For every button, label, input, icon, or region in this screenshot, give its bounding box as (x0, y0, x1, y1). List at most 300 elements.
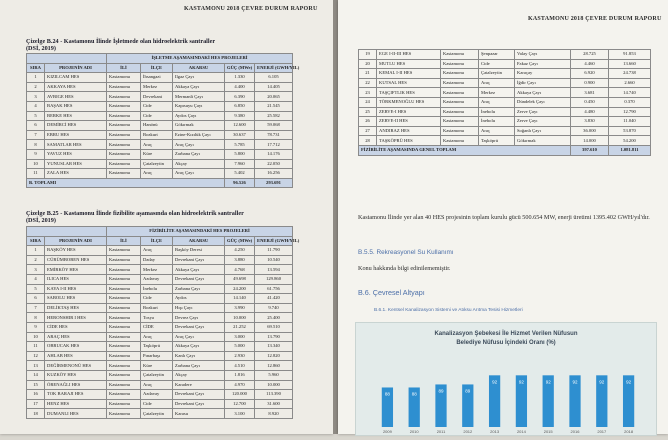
cell-project-name: TAŞKÖPRÜ HES (377, 136, 441, 146)
cell-index: 2 (27, 255, 45, 265)
total-energy: 1.081.811 (609, 145, 651, 155)
cell-district: Taşköprü (141, 342, 173, 352)
table-row (27, 399, 293, 409)
cell-power: 9.380 (225, 111, 255, 121)
cell-index: 27 (359, 126, 377, 136)
table-row (27, 101, 293, 111)
cell-power: 36.000 (571, 126, 609, 136)
table-row (27, 149, 293, 159)
cell-index: 23 (359, 88, 377, 98)
section-b6-heading: B.6. Çevresel Altyapı (358, 288, 425, 297)
cell-energy: 10.000 (255, 380, 293, 390)
cell-district: Şenpazar (479, 50, 515, 60)
cell-energy: 6.105 (255, 73, 293, 83)
cell-province: Kastamonu (107, 332, 141, 342)
cell-index: 1 (27, 246, 45, 256)
cell-power: 10.000 (225, 313, 255, 323)
cell-index: 26 (359, 117, 377, 127)
cell-index: 10 (27, 159, 45, 169)
cell-index: 3 (27, 265, 45, 275)
table-row (27, 294, 293, 304)
table-row (27, 409, 293, 419)
cell-energy: 14.176 (255, 149, 293, 159)
cell-province: Kastamonu (107, 409, 141, 419)
cell-project-name: BAŞAK HES (45, 101, 107, 111)
cell-river: Araç Çayı (173, 140, 225, 150)
cell-province: Kastamonu (107, 303, 141, 313)
table-row (27, 284, 293, 294)
table-row (27, 322, 293, 332)
cell-index: 8 (27, 313, 45, 323)
column-header: ENERJİ (GWH/YIL) (255, 236, 293, 246)
bar-value-label: 88 (384, 391, 390, 397)
table-row (359, 126, 651, 136)
cell-district: Cide (141, 111, 173, 121)
cell-energy: 61.756 (255, 284, 293, 294)
cell-index: 17 (27, 399, 45, 409)
cell-index: 24 (359, 97, 377, 107)
cell-district: Çatalzeytin (141, 409, 173, 419)
cell-power: 0.900 (571, 78, 609, 88)
bar-value-label: 92 (545, 379, 551, 385)
table24-caption-text: Çizelge B.24 - Kastamonu İlinde İşletmede olan hidroelektrik santraller (26, 38, 216, 45)
table-row (359, 50, 651, 60)
table-row (27, 332, 293, 342)
table-row (27, 342, 293, 352)
cell-index: 9 (27, 322, 45, 332)
cell-index: 2 (27, 82, 45, 92)
column-header: İLİ (107, 63, 141, 73)
cell-energy: 13.340 (255, 342, 293, 352)
cell-power: 3.880 (225, 255, 255, 265)
cell-province: Kastamonu (107, 169, 141, 179)
cell-river: Ilgaz Çayı (173, 73, 225, 83)
cell-energy: 12.790 (609, 107, 651, 117)
cell-province: Kastamonu (107, 294, 141, 304)
cell-river: Zerve Çayı (515, 107, 571, 117)
cell-province: Kastamonu (107, 73, 141, 83)
x-tick-label: 2010 (409, 429, 419, 434)
x-tick-label: 2012 (463, 429, 473, 434)
cell-index: 8 (27, 140, 45, 150)
table-row (27, 361, 293, 371)
cell-power: 4.510 (225, 361, 255, 371)
cell-power: 14.000 (571, 136, 609, 146)
cell-project-name: BERKE HES (45, 111, 107, 121)
table24-caption (26, 38, 326, 52)
cell-river: Karaçay (515, 69, 571, 79)
cell-province: Kastamonu (107, 399, 141, 409)
table-title-row (27, 227, 293, 237)
cell-project-name: ZALA HES (45, 169, 107, 179)
cell-energy: 8.920 (255, 409, 293, 419)
table-row (27, 246, 293, 256)
cell-district: CİDE (141, 322, 173, 332)
cell-project-name: CÜRÜMBOBEN HES (45, 255, 107, 265)
cell-district: İhsangazi (141, 73, 173, 83)
cell-power: 5.800 (225, 149, 255, 159)
cell-energy: 91.853 (609, 50, 651, 60)
cell-project-name: KEMAL I-II HES (377, 69, 441, 79)
cell-province: Kastamonu (107, 82, 141, 92)
cell-province: Kastamonu (107, 255, 141, 265)
total-power: 96.526 (225, 178, 255, 188)
cell-energy: 41.420 (255, 294, 293, 304)
cell-energy: 31.600 (255, 399, 293, 409)
cell-energy: 24.738 (609, 69, 651, 79)
table-header-row (27, 63, 293, 73)
cell-province: Kastamonu (441, 69, 479, 79)
cell-project-name: KUTSAL HES (377, 78, 441, 88)
cell-power: 3.990 (225, 303, 255, 313)
cell-district: Daday (141, 255, 173, 265)
cell-project-name: HERONSHIR I HES (45, 313, 107, 323)
table-row (359, 78, 651, 88)
table-row (27, 265, 293, 275)
cell-province: Kastamonu (107, 361, 141, 371)
column-header: GÜÇ (MWe) (225, 63, 255, 73)
table-row (27, 370, 293, 380)
cell-project-name: EGE I-II-III HES (377, 50, 441, 60)
cell-river: Devrekani Çayı (173, 322, 225, 332)
cell-province: Kastamonu (107, 246, 141, 256)
cell-energy: 14.405 (255, 82, 293, 92)
cell-province: Kastamonu (441, 78, 479, 88)
cell-province: Kastamonu (107, 370, 141, 380)
cell-energy: 20.065 (255, 92, 293, 102)
cell-district: Cide (479, 59, 515, 69)
cell-river: Valay Çayı (515, 50, 571, 60)
column-header: GÜÇ (MWe) (225, 236, 255, 246)
cell-project-name: ZERVE-II HES (377, 117, 441, 127)
cell-index: 5 (27, 284, 45, 294)
cell-power: 4.970 (225, 380, 255, 390)
cell-project-name: AKKAYA HES (45, 82, 107, 92)
table-title-spacer (27, 54, 107, 64)
cell-project-name: TÖRKMENOĞLU HES (377, 97, 441, 107)
cell-district: Merkez (141, 265, 173, 275)
cell-province: Kastamonu (441, 126, 479, 136)
total-label: B. TOPLAMI (27, 178, 225, 188)
cell-province: Kastamonu (107, 130, 141, 140)
cell-province: Kastamonu (107, 265, 141, 275)
cell-district: Merkez (479, 88, 515, 98)
cell-province: Kastamonu (441, 97, 479, 107)
cell-river: Hışı Çayı (173, 303, 225, 313)
cell-river: Devrekani Çayı (173, 255, 225, 265)
cell-index: 25 (359, 107, 377, 117)
cell-energy: 113.390 (255, 390, 293, 400)
table-total-row (27, 178, 293, 188)
cell-district: Pınarbaşı (141, 351, 173, 361)
table-row (359, 97, 651, 107)
cell-index: 15 (27, 380, 45, 390)
cell-river: Akkaya Çayı (173, 82, 225, 92)
table-row (27, 390, 293, 400)
cell-district: Araç (141, 140, 173, 150)
cell-district: Merkez (141, 82, 173, 92)
column-header: AKARSU (173, 236, 225, 246)
cell-river: Akkaya Çayı (515, 88, 571, 98)
column-header: PROJENİN ADI (45, 63, 107, 73)
sewer-coverage-chart (355, 322, 657, 436)
cell-power: 28.725 (571, 50, 609, 60)
cell-energy: 11.790 (255, 246, 293, 256)
cell-power: 1.330 (225, 73, 255, 83)
table-row (359, 136, 651, 146)
cell-river: Akçay (173, 159, 225, 169)
cell-index: 6 (27, 121, 45, 131)
cell-power: 4.480 (571, 107, 609, 117)
cell-project-name: TAŞÇIFTLIK HES (377, 88, 441, 98)
x-tick-label: 2014 (516, 429, 526, 434)
cell-power: 0.450 (571, 97, 609, 107)
cell-river: Akkaya Çayı (173, 342, 225, 352)
column-header: SIRA (27, 236, 45, 246)
cell-power: 12.600 (225, 121, 255, 131)
cell-energy: 59.068 (255, 121, 293, 131)
cell-river: Zarbana Çayı (173, 149, 225, 159)
bar-value-label: 92 (599, 379, 605, 385)
section-b61-heading: B.6.1. Kentsel Kanalizasyon Sistemi ve Atıksu Arıtma Tesisi Hizmetleri (374, 308, 523, 313)
cell-district: İnebolu (141, 284, 173, 294)
cell-power: 1.816 (225, 370, 255, 380)
cell-province: Kastamonu (107, 390, 141, 400)
cell-energy: 5.960 (255, 370, 293, 380)
cell-project-name: YUNUSLAR HES (45, 159, 107, 169)
cell-energy: 54.200 (609, 136, 651, 146)
bar-value-label: 89 (465, 388, 471, 394)
cell-river: Fakaz Çayı (515, 59, 571, 69)
cell-energy: 10.540 (255, 255, 293, 265)
cell-index: 7 (27, 130, 45, 140)
cell-energy: 13.660 (609, 59, 651, 69)
cell-district: Cide (141, 399, 173, 409)
cell-province: Kastamonu (107, 149, 141, 159)
cell-project-name: SABOLU HES (45, 294, 107, 304)
cell-river: Gökırmak (173, 121, 225, 131)
cell-power: 6.920 (571, 69, 609, 79)
cell-index: 3 (27, 92, 45, 102)
chart-title-line-1: Kanalizasyon Şebekesi İle Hizmet Verilen Nüfusun (434, 331, 578, 337)
table-row (359, 107, 651, 117)
cell-province: Kastamonu (441, 136, 479, 146)
table25-source: (DSİ, 2019) (26, 217, 56, 224)
column-header: İLÇE (141, 236, 173, 246)
cell-district: Bozkurt (141, 303, 173, 313)
cell-river: Akkaya Çayı (173, 265, 225, 275)
column-header: AKARSU (173, 63, 225, 73)
cell-project-name: ZERVE-I HES (377, 107, 441, 117)
cell-index: 7 (27, 303, 45, 313)
cell-project-name: ILICA HES (45, 274, 107, 284)
cell-index: 6 (27, 294, 45, 304)
cell-district: Küre (141, 361, 173, 371)
cell-district: İnebolu (479, 117, 515, 127)
total-label: FİZİBİLİTE AŞAMASINDA GENEL TOPLAM (359, 145, 571, 155)
cell-district: Çatalzeytin (479, 69, 515, 79)
cell-river: Soğanlı Çayı (515, 126, 571, 136)
cell-energy: 25.582 (255, 111, 293, 121)
cell-river: Zarbana Çayı (173, 361, 225, 371)
cell-power: 30.637 (225, 130, 255, 140)
table-row (27, 140, 293, 150)
table-row (27, 169, 293, 179)
table-row (27, 82, 293, 92)
cell-power: 120.000 (225, 390, 255, 400)
bar-value-label: 92 (492, 379, 498, 385)
cell-index: 1 (27, 73, 45, 83)
table-title: İŞLETME AŞAMASINDAKİ HES PROJELERİ (107, 54, 293, 64)
table-row (27, 73, 293, 83)
cell-river: Aydos (173, 294, 225, 304)
cell-river: Devrez Çayı (173, 313, 225, 323)
table25-caption (26, 210, 326, 224)
cell-project-name: TOK BARAJI HES (45, 390, 107, 400)
cell-index: 21 (359, 69, 377, 79)
cell-power: 5.785 (225, 140, 255, 150)
cell-energy: 13.790 (255, 332, 293, 342)
section-b55-heading: B.5.5. Rekreasyonel Su Kullanımı (358, 249, 454, 256)
cell-index: 19 (359, 50, 377, 60)
cell-river: Zarbana Çayı (173, 284, 225, 294)
cell-province: Kastamonu (107, 313, 141, 323)
cell-energy: 25.400 (255, 313, 293, 323)
cell-power: 4.250 (225, 246, 255, 256)
cell-project-name: ARAÇ HES (45, 332, 107, 342)
cell-index: 11 (27, 342, 45, 352)
page-header-right: KASTAMONU 2018 ÇEVRE DURUM RAPORU (528, 16, 662, 22)
cell-province: Kastamonu (107, 380, 141, 390)
cell-river: Zerve Çayı (515, 117, 571, 127)
cell-province: Kastamonu (441, 50, 479, 60)
cell-province: Kastamonu (107, 159, 141, 169)
table-total-row (359, 145, 651, 155)
x-tick-label: 2017 (597, 429, 607, 434)
cell-province: Kastamonu (107, 121, 141, 131)
cell-power: 6.850 (225, 101, 255, 111)
total-power: 397.610 (571, 145, 609, 155)
cell-index: 20 (359, 59, 377, 69)
cell-river: Kapısuyu Çayı (173, 101, 225, 111)
cell-river: Karadere (173, 380, 225, 390)
cell-project-name: DEĞİRMENONÜ HES (45, 361, 107, 371)
cell-energy: 69.510 (255, 322, 293, 332)
cell-district: Araç (141, 246, 173, 256)
table-row (27, 92, 293, 102)
cell-river: Başköy Deresi (173, 246, 225, 256)
cell-project-name: KIZILCAM HES (45, 73, 107, 83)
table-row (27, 111, 293, 121)
cell-index: 9 (27, 149, 45, 159)
cell-province: Kastamonu (107, 140, 141, 150)
cell-index: 5 (27, 111, 45, 121)
cell-power: 3.000 (225, 332, 255, 342)
x-tick-label: 2011 (436, 429, 446, 434)
cell-index: 18 (27, 409, 45, 419)
table-feasibility-hes-continued (358, 49, 651, 156)
cell-energy: 12.860 (255, 361, 293, 371)
table-row (359, 69, 651, 79)
cell-power: 4.400 (225, 82, 255, 92)
table-title: FİZİBİLİTE AŞAMASINDAKİ HES PROJELERİ (107, 227, 293, 237)
paragraph-no-info: Konu hakkında bilgi edinilememiştir. (358, 265, 451, 272)
cell-province: Kastamonu (107, 351, 141, 361)
cell-project-name: AVBIGE HES (45, 92, 107, 102)
x-tick-label: 2009 (382, 429, 392, 434)
cell-power: 6.390 (225, 92, 255, 102)
cell-province: Kastamonu (107, 284, 141, 294)
cell-energy: 0.370 (609, 97, 651, 107)
cell-project-name: HENZ HES (45, 399, 107, 409)
page-header-left: KASTAMONU 2018 ÇEVRE DURUM RAPORU (184, 6, 318, 12)
cell-energy: 129.860 (255, 274, 293, 284)
column-header: İLİ (107, 236, 141, 246)
chart-canvas (356, 323, 656, 435)
cell-power: 24.200 (225, 284, 255, 294)
cell-power: 21.252 (225, 322, 255, 332)
column-header: PROJENİN ADI (45, 236, 107, 246)
cell-district: Araç (479, 126, 515, 136)
cell-power: 2.930 (225, 351, 255, 361)
table-row (27, 121, 293, 131)
cell-project-name: OBRUCAK HES (45, 342, 107, 352)
cell-project-name: ANDIRAZ HES (377, 126, 441, 136)
cell-energy: 14.740 (609, 88, 651, 98)
table-title-spacer (27, 227, 107, 237)
cell-river: Araç Çayı (173, 332, 225, 342)
cell-energy: 17.712 (255, 140, 293, 150)
cell-power: 12.700 (225, 399, 255, 409)
cell-power: 4.460 (571, 59, 609, 69)
cell-province: Kastamonu (441, 88, 479, 98)
cell-index: 4 (27, 101, 45, 111)
cell-province: Kastamonu (107, 111, 141, 121)
cell-district: Çatalzeytin (141, 159, 173, 169)
cell-index: 13 (27, 361, 45, 371)
bar-value-label: 88 (411, 391, 417, 397)
cell-province: Kastamonu (107, 101, 141, 111)
cell-district: Bozkurt (141, 130, 173, 140)
cell-district: İnebolu (479, 107, 515, 117)
table-row (27, 380, 293, 390)
table-operational-hes (26, 53, 300, 188)
cell-river: Devrekani Çayı (173, 274, 225, 284)
cell-power: 5.000 (225, 342, 255, 352)
cell-energy: 11.040 (609, 117, 651, 127)
cell-river: Devrekani Çayı (173, 390, 225, 400)
cell-energy: 12.820 (255, 351, 293, 361)
cell-energy: 53.870 (609, 126, 651, 136)
cell-energy: 2.660 (609, 78, 651, 88)
cell-project-name: DUMANLI HES (45, 409, 107, 419)
table-header-row (27, 236, 293, 246)
left-page (0, 0, 333, 434)
table-row (27, 274, 293, 284)
cell-project-name: DEMİRCİ HES (45, 121, 107, 131)
cell-energy: 22.050 (255, 159, 293, 169)
cell-index: 28 (359, 136, 377, 146)
column-header: İLÇE (141, 63, 173, 73)
x-tick-label: 2016 (570, 429, 580, 434)
cell-project-name: KAYA I-II HES (45, 284, 107, 294)
cell-province: Kastamonu (107, 92, 141, 102)
table-row (27, 255, 293, 265)
cell-project-name: ÖRENAĞLI HES (45, 380, 107, 390)
cell-river: Gökırmak (515, 136, 571, 146)
cell-project-name: EMİRKÖY HES (45, 265, 107, 275)
paragraph-total-capacity: Kastamonu İlinde yer alan 40 HES projesinin toplam kurulu gücü 500.654 MW, enerji üretimi 1395.402 GWH/yıl'dır. (358, 214, 650, 221)
